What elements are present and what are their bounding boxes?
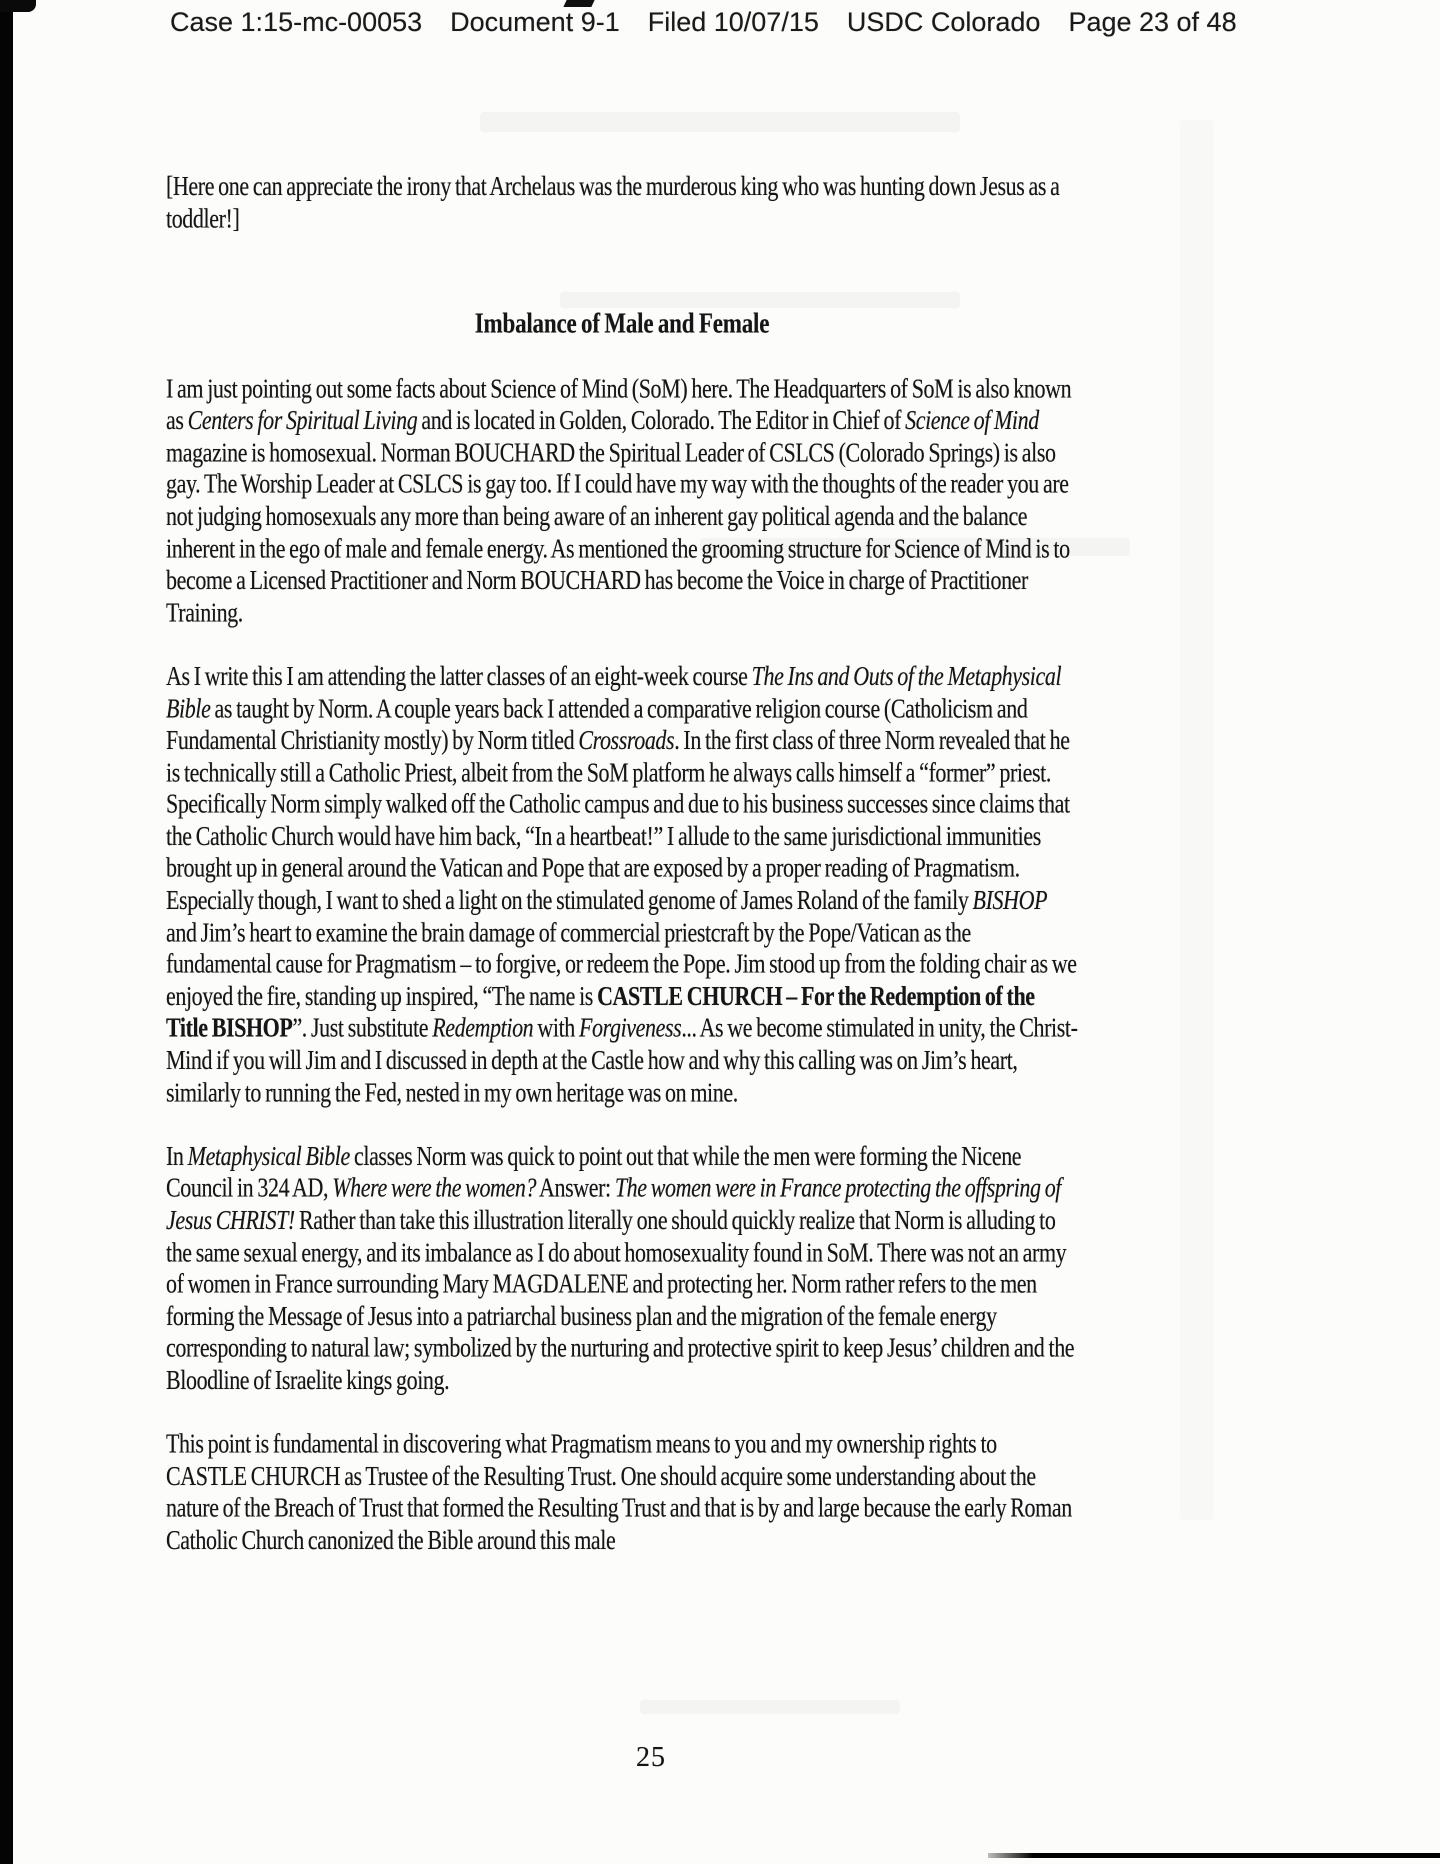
- paragraph-bracket-note: [Here one can appreciate the irony that Archelaus was the murderous king who was hunting down Jesus as a toddler!]: [166, 170, 1060, 234]
- page-number: 25: [636, 1742, 666, 1773]
- page-of-count: Page 23 of 48: [1068, 7, 1237, 37]
- paragraph-som-facts: I am just pointing out some facts about Science of Mind (SoM) here. The Headquarters of SoM is also known as Centers for Spiritual Living and is located in Golden, Colorado. The Editor in Chief of Science of Mind magazine is homosexual. Norman BOUCHARD the Spiritual Leader of CSLCS (Colorado Springs) is also gay. The Worship Leader at CSLCS is gay too. If I could have my way with the thoughts of the reader you are not judging homosexuals any more than being aware of an inherent gay political agenda and the balance inherent in the ego of male and female energy. As mentioned the grooming structure for Science of Mind is to become a Licensed Practitioner and Norm BOUCHARD has become the Voice in charge of Practitioner Training.: [166, 371, 1072, 628]
- scan-smudge: [1180, 120, 1214, 1520]
- court-name: USDC Colorado: [846, 7, 1041, 37]
- scan-edge-left-artifact: [0, 0, 13, 1864]
- scan-smudge: [480, 112, 960, 132]
- scan-mark-artifact: [563, 0, 594, 7]
- scan-line-bottom-artifact: [988, 1853, 1440, 1858]
- paragraph-classes-castle-church: As I write this I am attending the latter classes of an eight-week course The Ins and Outs of the Metaphysical Bible as taught by Norm. A couple years back I attended a comparative religion course (Catholicism and Fundamental Christianity mostly) by Norm titled Crossroads. In the first class of three Norm revealed that he is technically still a Catholic Priest, albeit from the SoM platform he always calls himself a “former” priest. Specifically Norm simply walked off the Catholic campus and due to his business successes since claims that the Catholic Church would have him back, “In a heartbeat!” I allude to the same jurisdictional immunities brought up in general around the Vatican and Pope that are exposed by a proper reading of Pragmatism. Especially though, I want to shed a light on the stimulated genome of James Roland of the family BISHOP and Jim’s heart to examine the brain damage of commercial priestcraft by the Pope/Vatican as the fundamental cause for Pragmatism – to forgive, or redeem the Pope. Jim stood up from the folding chair as we enjoyed the fire, standing up inspired, “The name is CASTLE CHURCH – For the Redemption of the Title BISHOP”. Just substitute Redemption with Forgiveness... As we become stimulated in unity, the Christ-Mind if you will Jim and I discussed in depth at the Castle how and why this calling was on Jim’s heart, similarly to running the Fed, nested in my own heritage was on mine.: [166, 659, 1078, 1108]
- document-number: Document 9-1: [450, 7, 620, 37]
- paragraph-pragmatism-trust: This point is fundamental in discovering what Pragmatism means to you and my ownership rights to CASTLE CHURCH as Trustee of the Resulting Trust. One should acquire some understanding about the nature of the Breach of Trust that formed the Resulting Trust and that is by and large because the early Roman Catholic Church canonized the Bible around this male: [166, 1427, 1072, 1555]
- paragraph-metaphysical-bible: In Metaphysical Bible classes Norm was quick to point out that while the men were forming the Nicene Council in 324 AD, Where were the women? Answer: The women were in France protecting the offspring of Jesus CHRIST! Rather than take this illustration literally one should quickly realize that Norm is alluding to the same sexual energy, and its imbalance as I do about homosexuality found in SoM. There was not an army of women in France surrounding Mary MAGDALENE and protecting her. Norm rather refers to the men forming the Message of Jesus into a patriarchal business plan and the migration of the female energy corresponding to natural law; symbolized by the nurturing and protective spirit to keep Jesus’ children and the Bloodline of Israelite kings going.: [166, 1139, 1075, 1395]
- section-heading: Imbalance of Male and Female: [474, 307, 770, 339]
- filed-date: Filed 10/07/15: [647, 7, 819, 37]
- scan-smudge: [700, 538, 1130, 556]
- document-body: [166, 170, 1078, 1588]
- scan-smudge: [640, 1700, 900, 1714]
- scan-corner-artifact: [0, 0, 36, 12]
- case-number: Case 1:15-mc-00053: [170, 7, 423, 37]
- scan-smudge: [560, 292, 960, 308]
- court-header-stamp: [170, 7, 1320, 38]
